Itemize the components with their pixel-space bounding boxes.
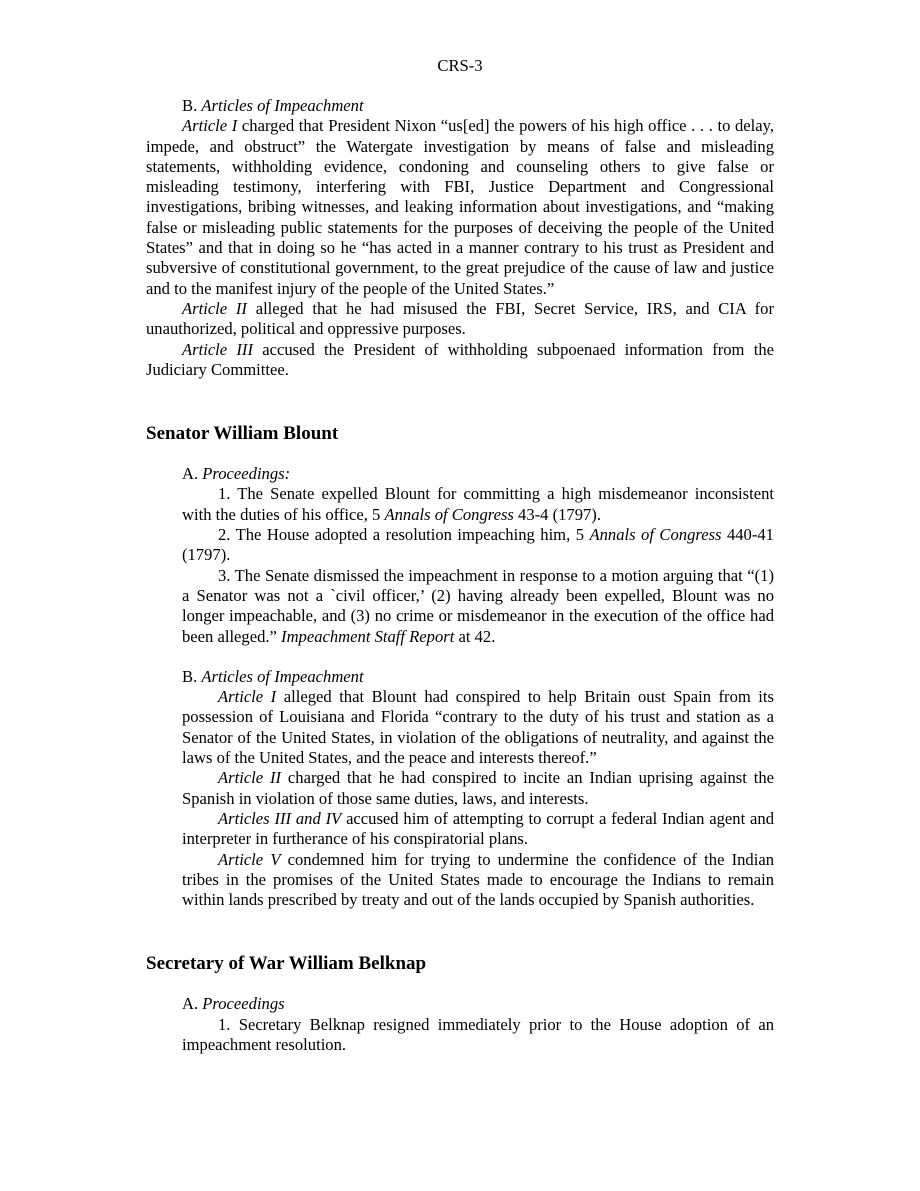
belknap-proceedings-label: A. Proceedings (182, 994, 285, 1014)
belknap-heading: Secretary of War William Belknap (146, 953, 427, 975)
blount-heading: Senator William Blount (146, 423, 339, 445)
blount-proceeding-3: 3. The Senate dismissed the impeachment in response to a motion arguing that “(1) a Senator was not a `civil officer,’ (2) having already been expelled, Blount was no longer impeachable, and (3) no crime or misdemeanor in the execution of the office had been alleged.” Impeachment Staff Report at 42. (182, 565, 774, 646)
blount-article-5: Article V condemned him for trying to undermine the confidence of the Indian tribes in the promises of the United States made to encourage the Indians to remain within lands prescribed by treaty and out of the lands occupied by Spanish authorities. (182, 849, 774, 910)
nixon-article-3: Article III accused the President of withholding subpoenaed information from the Judiciary Committee. (146, 339, 774, 379)
nixon-articles-section (146, 96, 774, 380)
blount-proceeding-1: 1. The Senate expelled Blount for committing a high misdemeanor inconsistent with the duties of his office, 5 Annals of Congress 43-4 (1797). (182, 484, 774, 524)
nixon-articles-label: B. Articles of Impeachment (182, 96, 364, 115)
blount-proceeding-2: 2. The House adopted a resolution impeaching him, 5 Annals of Congress 440-41 (1797). (182, 525, 774, 565)
blount-articles-section (146, 667, 774, 911)
page-number-header: CRS-3 (437, 56, 483, 75)
document-body (146, 96, 774, 1055)
belknap-proceeding-1: 1. Secretary Belknap resigned immediately prior to the House adoption of an impeachment resolution. (182, 1014, 774, 1054)
belknap-proceedings-section (146, 994, 774, 1055)
blount-article-1: Article I alleged that Blount had conspired to help Britain oust Spain from its possession of Louisiana and Florida “contrary to the duty of his trust and station as a Senator of the United States, in violation of the obligations of neutrality, and against the laws of the United States, and the peace and interests thereof.” (182, 687, 774, 768)
blount-article-2: Article II charged that he had conspired to incite an Indian uprising against the Spanish in violation of those same duties, laws, and interests. (182, 768, 774, 808)
nixon-article-2: Article II alleged that he had misused the FBI, Secret Service, IRS, and CIA for unauthorized, political and oppressive purposes. (146, 298, 774, 339)
blount-articles-3-4: Articles III and IV accused him of attempting to corrupt a federal Indian agent and interpreter in furtherance of his conspiratorial plans. (182, 808, 774, 849)
blount-proceedings-label: A. Proceedings: (182, 464, 291, 484)
blount-articles-label: B. Articles of Impeachment (182, 666, 364, 686)
nixon-article-1: Article I charged that President Nixon “us[ed] the powers of his high office . . . to delay, impede, and obstruct” the Watergate investigation by means of false and misleading statements, withholding evidence, condoning and counseling others to give false or misleading testimony, interfering with FBI, Justice Department and Congressional investigations, bribing witnesses, and leaking information about investigations, and “making false or misleading public statements for the purposes of deceiving the people of the United States” and that in doing so he “has acted in a manner contrary to his trust as President and subversive of constitutional government, to the great prejudice of the cause of law and justice and to the manifest injury of the people of the United States.” (146, 116, 774, 298)
blount-proceedings-section (146, 464, 774, 647)
